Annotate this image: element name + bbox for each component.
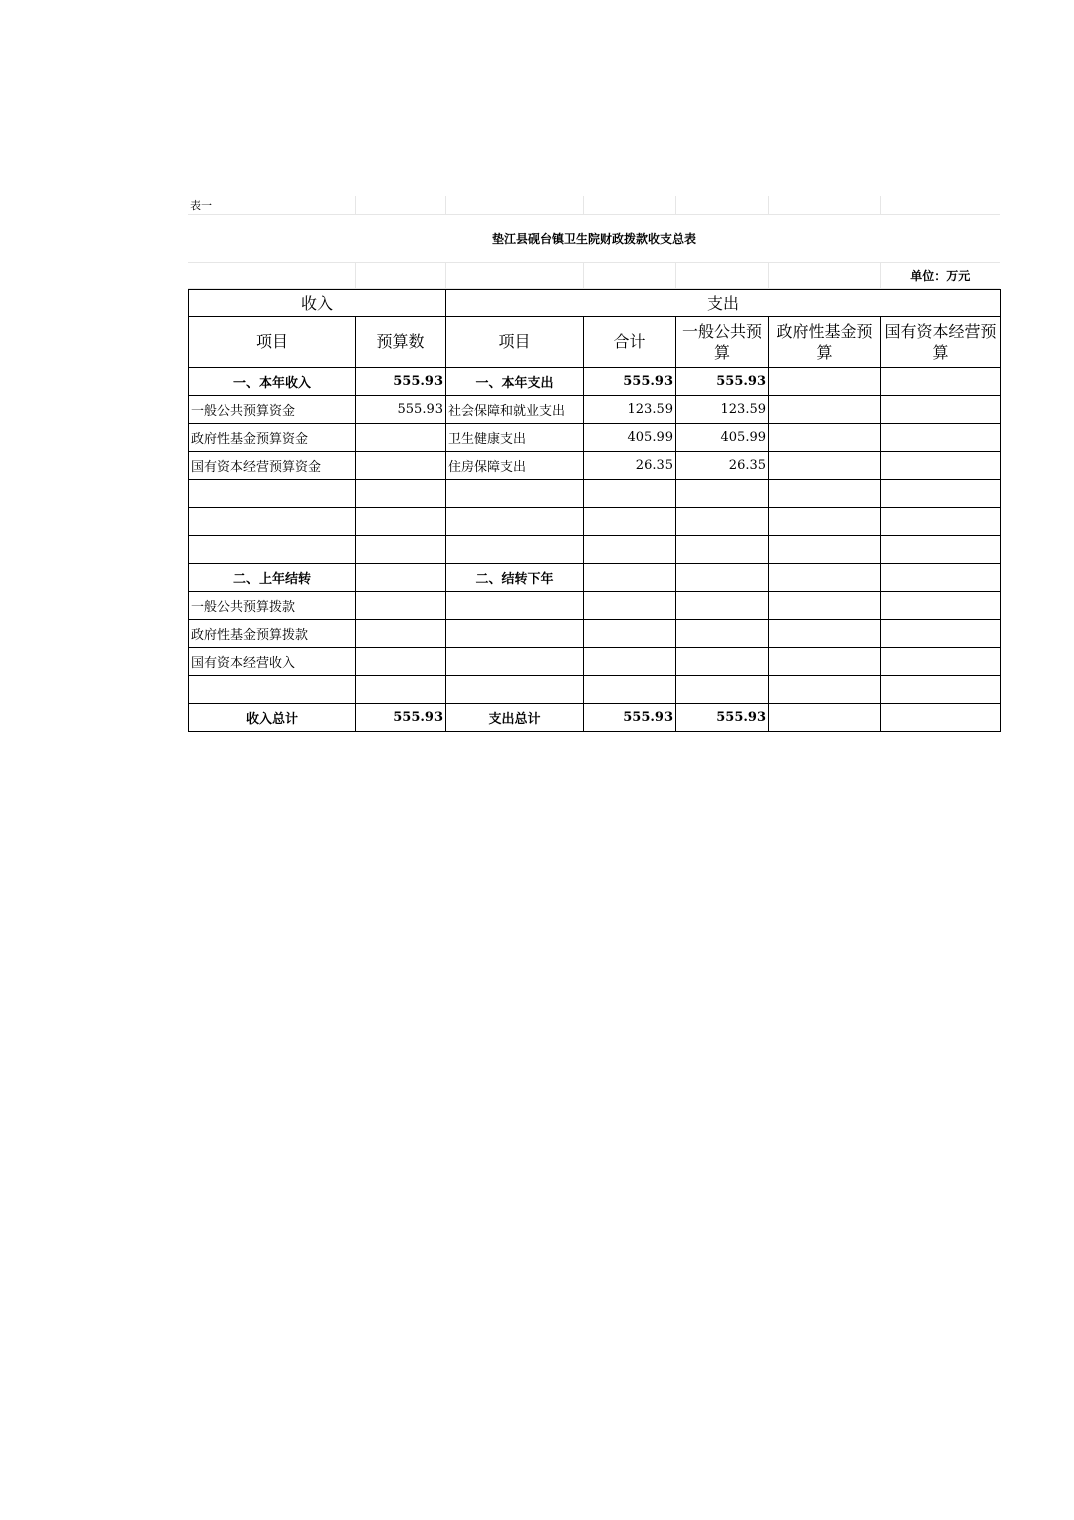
general-public-cell [676, 591, 769, 619]
expense-item-cell [446, 591, 584, 619]
expense-item-cell: 住房保障支出 [446, 451, 584, 479]
state-capital-cell [881, 395, 1001, 423]
income-item-cell [189, 479, 356, 507]
expense-item-cell: 二、结转下年 [446, 563, 584, 591]
general-public-cell [676, 675, 769, 703]
empty-cell [675, 196, 768, 214]
group-header-row [189, 289, 1001, 316]
expense-item-cell [446, 479, 584, 507]
income-amount-cell [356, 479, 446, 507]
budget-table [188, 289, 1001, 732]
gov-fund-cell [769, 647, 881, 675]
table-row [189, 535, 1001, 563]
empty-cell [880, 196, 1000, 214]
gov-fund-cell [769, 395, 881, 423]
state-capital-cell [881, 647, 1001, 675]
expense-total-cell [584, 535, 676, 563]
budget-sheet [188, 196, 1000, 732]
gov-fund-cell [769, 479, 881, 507]
gov-fund-cell [769, 591, 881, 619]
empty-cell [768, 262, 880, 288]
general-public-cell [676, 479, 769, 507]
table-row [189, 507, 1001, 535]
expense-item-cell [446, 619, 584, 647]
general-public-cell: 123.59 [676, 395, 769, 423]
general-public-cell: 26.35 [676, 451, 769, 479]
state-capital-cell [881, 479, 1001, 507]
empty-cell [583, 196, 675, 214]
income-amount-cell: 555.93 [356, 367, 446, 395]
expense-item-cell: 卫生健康支出 [446, 423, 584, 451]
income-amount-cell [356, 423, 446, 451]
income-item-cell: 国有资本经营预算资金 [189, 451, 356, 479]
expense-item-cell [446, 535, 584, 563]
income-item-cell: 收入总计 [189, 703, 356, 731]
general-public-cell: 555.93 [676, 703, 769, 731]
income-amount-cell [356, 619, 446, 647]
col-header-gov-fund: 政府性基金预算 [769, 316, 881, 367]
general-public-cell [676, 619, 769, 647]
expense-header: 支出 [446, 289, 1001, 316]
sheet-label-text: 表一 [190, 198, 212, 212]
table-row [189, 451, 1001, 479]
state-capital-cell [881, 451, 1001, 479]
expense-total-cell: 405.99 [584, 423, 676, 451]
empty-cell [445, 262, 583, 288]
col-header-budget-amount: 预算数 [356, 316, 446, 367]
table-row [189, 367, 1001, 395]
income-item-cell [189, 507, 356, 535]
col-header-income-item: 项目 [189, 316, 356, 367]
expense-total-cell: 26.35 [584, 451, 676, 479]
expense-total-cell [584, 479, 676, 507]
income-item-cell [189, 675, 356, 703]
income-amount-cell [356, 451, 446, 479]
state-capital-cell [881, 703, 1001, 731]
expense-item-cell: 一、本年支出 [446, 367, 584, 395]
gov-fund-cell [769, 675, 881, 703]
gov-fund-cell [769, 423, 881, 451]
empty-cell [768, 196, 880, 214]
gov-fund-cell [769, 451, 881, 479]
empty-cell [445, 196, 583, 214]
table-row [189, 675, 1001, 703]
income-item-cell: 政府性基金预算资金 [189, 423, 356, 451]
table-row [189, 619, 1001, 647]
income-item-cell: 一、本年收入 [189, 367, 356, 395]
gov-fund-cell [769, 563, 881, 591]
empty-cell [675, 262, 768, 288]
general-public-cell [676, 507, 769, 535]
income-item-cell [189, 535, 356, 563]
income-item-cell: 一般公共预算拨款 [189, 591, 356, 619]
income-amount-cell [356, 675, 446, 703]
table-row [189, 563, 1001, 591]
col-header-total: 合计 [584, 316, 676, 367]
expense-total-cell [584, 675, 676, 703]
expense-total-cell: 555.93 [584, 367, 676, 395]
general-public-cell: 555.93 [676, 367, 769, 395]
col-header-state-capital: 国有资本经营预算 [881, 316, 1001, 367]
gov-fund-cell [769, 703, 881, 731]
empty-cell [355, 196, 445, 214]
gov-fund-cell [769, 507, 881, 535]
income-item-cell: 国有资本经营收入 [189, 647, 356, 675]
state-capital-cell [881, 591, 1001, 619]
empty-cell [188, 262, 355, 288]
table-row [189, 395, 1001, 423]
expense-item-cell [446, 647, 584, 675]
state-capital-cell [881, 535, 1001, 563]
income-amount-cell: 555.93 [356, 703, 446, 731]
sheet-label [188, 196, 355, 214]
expense-item-cell [446, 507, 584, 535]
gov-fund-cell [769, 367, 881, 395]
table-row [189, 703, 1001, 731]
income-header: 收入 [189, 289, 446, 316]
expense-item-cell [446, 675, 584, 703]
expense-item-cell: 支出总计 [446, 703, 584, 731]
table-title: 垫江县砚台镇卫生院财政拨款收支总表 [188, 214, 1000, 262]
state-capital-cell [881, 423, 1001, 451]
table-row [189, 591, 1001, 619]
col-header-expense-item: 项目 [446, 316, 584, 367]
col-header-general-public: 一般公共预算 [676, 316, 769, 367]
table-body [189, 367, 1001, 731]
column-header-row [189, 316, 1001, 367]
general-public-cell [676, 647, 769, 675]
state-capital-cell [881, 563, 1001, 591]
expense-total-cell [584, 647, 676, 675]
general-public-cell [676, 563, 769, 591]
empty-cell [355, 262, 445, 288]
income-amount-cell: 555.93 [356, 395, 446, 423]
income-item-cell: 二、上年结转 [189, 563, 356, 591]
state-capital-cell [881, 675, 1001, 703]
empty-cell [583, 262, 675, 288]
table-row [189, 423, 1001, 451]
state-capital-cell [881, 619, 1001, 647]
income-amount-cell [356, 535, 446, 563]
expense-total-cell: 555.93 [584, 703, 676, 731]
income-amount-cell [356, 591, 446, 619]
gov-fund-cell [769, 619, 881, 647]
income-amount-cell [356, 647, 446, 675]
general-public-cell: 405.99 [676, 423, 769, 451]
state-capital-cell [881, 507, 1001, 535]
state-capital-cell [881, 367, 1001, 395]
sheet-header-area [188, 196, 1000, 289]
income-amount-cell [356, 507, 446, 535]
expense-total-cell: 123.59 [584, 395, 676, 423]
table-row [189, 647, 1001, 675]
expense-total-cell [584, 563, 676, 591]
income-amount-cell [356, 563, 446, 591]
expense-total-cell [584, 619, 676, 647]
gov-fund-cell [769, 535, 881, 563]
expense-item-cell: 社会保障和就业支出 [446, 395, 584, 423]
table-row [189, 479, 1001, 507]
unit-label: 单位：万元 [880, 262, 1000, 288]
income-item-cell: 一般公共预算资金 [189, 395, 356, 423]
expense-total-cell [584, 591, 676, 619]
expense-total-cell [584, 507, 676, 535]
income-item-cell: 政府性基金预算拨款 [189, 619, 356, 647]
general-public-cell [676, 535, 769, 563]
